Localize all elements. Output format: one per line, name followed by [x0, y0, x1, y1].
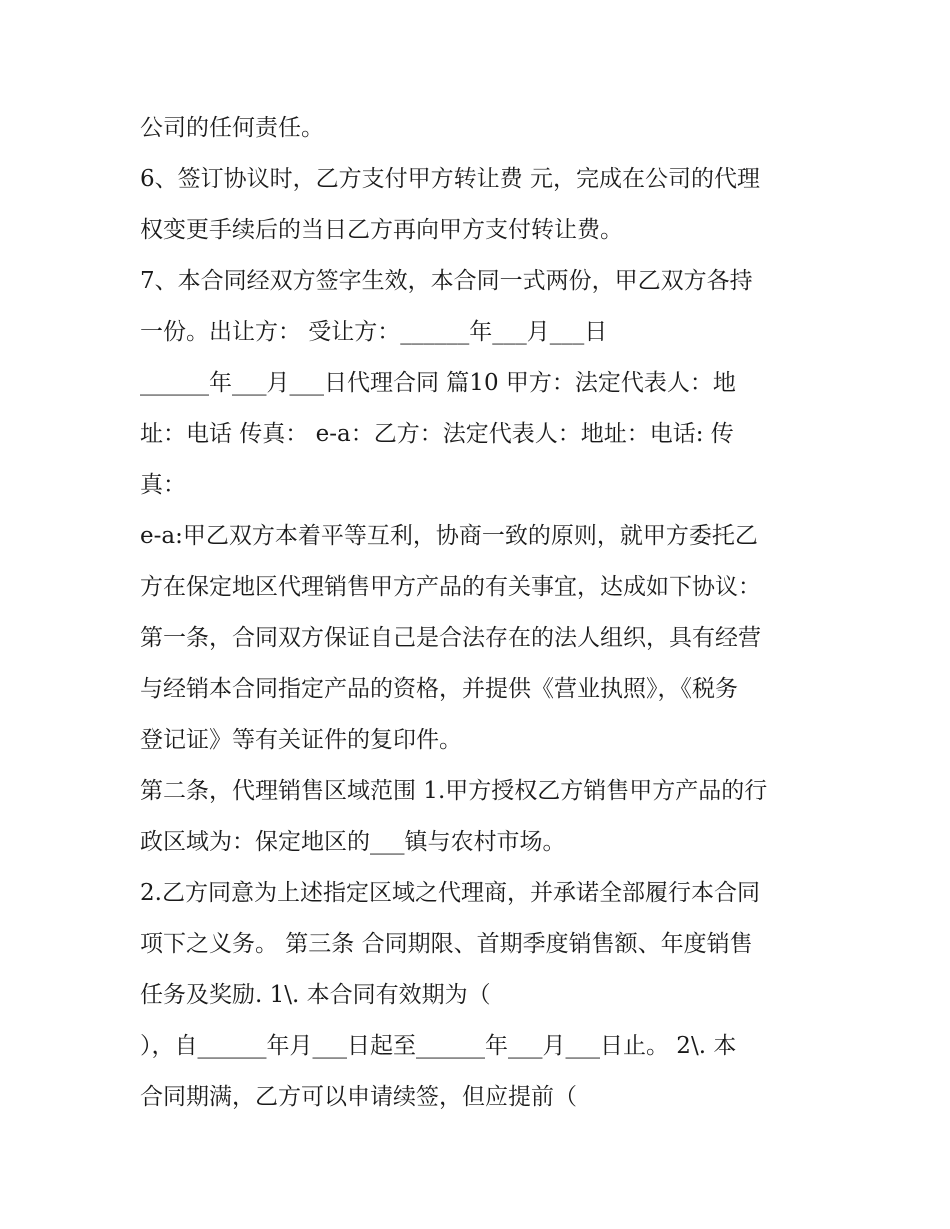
- document-body: [140, 103, 820, 1123]
- text-line: 公司的任何责任。: [140, 115, 324, 141]
- text-line: 2.乙方同意为上述指定区域之代理商，并承诺全部履行本合同: [140, 880, 760, 906]
- text-line: 项下之义务。 第三条 合同期限、首期季度销售额、年度销售: [140, 931, 753, 957]
- text-line: 合同期满，乙方可以申请续签，但应提前（: [140, 1084, 577, 1110]
- text-line: 6、签订协议时，乙方支付甲方转让费 元，完成在公司的代理: [140, 166, 760, 192]
- text-line: 真：: [140, 472, 186, 498]
- text-line: 登记证》等有关证件的复印件。: [140, 727, 462, 753]
- text-line: 与经销本合同指定产品的资格，并提供《营业执照》，《税务: [140, 676, 738, 702]
- text-line: e-a:甲乙双方本着平等互利，协商一致的原则，就甲方委托乙: [140, 523, 758, 549]
- text-line: 任务及奖励. 1\. 本合同有效期为（: [140, 982, 491, 1008]
- text-line: 7、本合同经双方签字生效，本合同一式两份，甲乙双方各持: [140, 268, 753, 294]
- text-line: 址：电话 传真： e-a：乙方：法定代表人：地址：电话: 传: [140, 421, 734, 447]
- text-line: 权变更手续后的当日乙方再向甲方支付转让费。: [140, 217, 623, 243]
- text-line: ），自______年月___日起至______年___月___日止。 2\. 本: [140, 1033, 737, 1059]
- text-line: 政区域为：保定地区的___镇与农村市场。: [140, 829, 566, 855]
- text-line: 第二条，代理销售区域范围 1.甲方授权乙方销售甲方产品的行: [140, 778, 768, 804]
- text-line: 第一条，合同双方保证自己是合法存在的法人组织，具有经营: [140, 625, 761, 651]
- text-line: 一份。出让方： 受让方：______年___月___日: [140, 319, 608, 345]
- text-line: ______年___月___日代理合同 篇10 甲方：法定代表人：地: [140, 370, 736, 396]
- text-line: 方在保定地区代理销售甲方产品的有关事宜，达成如下协议：: [140, 574, 761, 600]
